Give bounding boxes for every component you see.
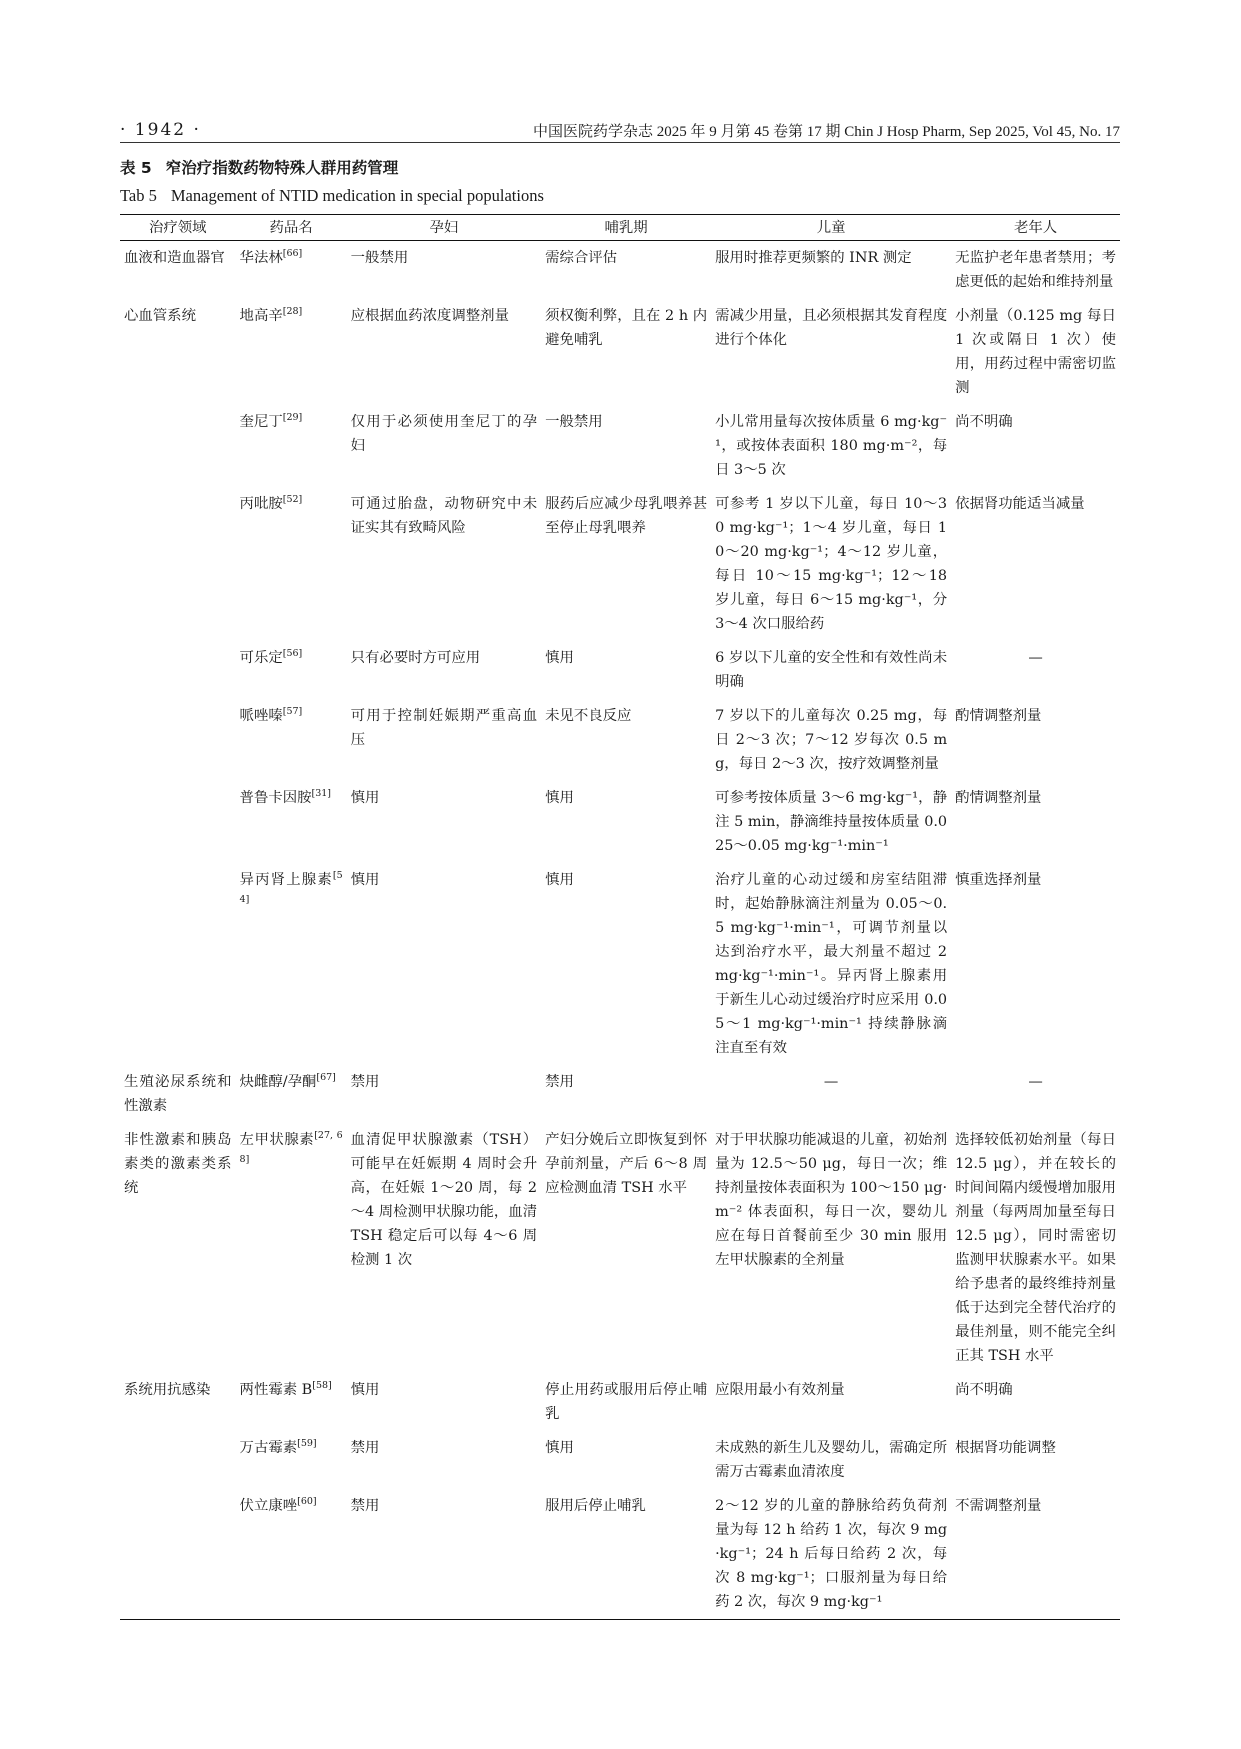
children-cell: 未成熟的新生儿及婴幼儿，需确定所需万古霉素血清浓度 [715, 1440, 948, 1480]
children-cell: 可参考 1 岁以下儿童，每日 10～30 mg·kg⁻¹；1～4 岁儿童，每日 10～20 mg·kg⁻¹；4～12 岁儿童，每日 10～15 mg·kg⁻¹；12～18 岁儿童，每日 6～15 mg·kg⁻¹，分 3～4 次口服给药 [715, 496, 948, 632]
drug-name: 哌唑嗪 [239, 708, 283, 724]
reference-citation: [67] [316, 1072, 336, 1084]
ntid-special-populations-table [120, 214, 1120, 1620]
children-cell: 可参考按体质量 3～6 mg·kg⁻¹，静注 5 min，静滴维持量按体质量 0.025～0.05 mg·kg⁻¹·min⁻¹ [715, 790, 948, 854]
drug-name-cell [236, 699, 347, 781]
table-label-chinese: 表 5 [120, 159, 152, 177]
drug-name-cell [236, 1123, 347, 1373]
pregnant-cell: 血清促甲状腺激素（TSH）可能早在妊娠期 4 周时会升高，在妊娠 1～20 周，每 2～4 周检测甲状腺功能，血清 TSH 稳定后可以每 4～6 周检测 1 次 [350, 1132, 538, 1268]
children-cell: 7 岁以下的儿童每次 0.25 mg，每日 2～3 次；7～12 岁每次 0.5 mg，每日 2～3 次，按疗效调整剂量 [715, 708, 948, 772]
therapeutic-area-cell [120, 641, 236, 699]
children-cell: 对于甲状腺功能减退的儿童，初始剂量为 12.5～50 μg，每日一次；维持剂量按体表面积为 100～150 μg·m⁻² 体表面积，每日一次，婴幼儿应在每日首餐前至少 30 min 服用左甲状腺素的全剂量 [715, 1132, 948, 1268]
running-header [120, 120, 1120, 143]
elderly-cell: 依据肾功能适当减量 [955, 496, 1085, 512]
pregnant-cell: 慎用 [350, 790, 380, 806]
reference-citation: [59] [297, 1438, 317, 1450]
drug-name: 奎尼丁 [239, 414, 283, 430]
drug-name-cell [236, 1431, 347, 1489]
children-cell: — [823, 1074, 839, 1090]
table-row [120, 641, 1120, 699]
table-row [120, 1431, 1120, 1489]
table-label-english: Tab 5 [120, 186, 157, 205]
table-row [120, 241, 1120, 300]
lactation-cell: 需综合评估 [545, 250, 618, 266]
table-row [120, 299, 1120, 405]
reference-citation: [27, 68] [239, 1130, 343, 1166]
drug-name: 炔雌醇/孕酮 [239, 1074, 317, 1090]
table-caption-english [120, 186, 544, 206]
reference-citation: [60] [297, 1496, 317, 1508]
therapeutic-area-cell [120, 781, 236, 863]
therapeutic-area-cell: 系统用抗感染 [124, 1382, 211, 1398]
table-title-chinese: 窄治疗指数药物特殊人群用药管理 [165, 159, 399, 177]
lactation-cell: 未见不良反应 [545, 708, 632, 724]
drug-name-cell [236, 1373, 347, 1431]
reference-citation: [31] [311, 788, 332, 800]
elderly-cell: 不需调整剂量 [951, 1489, 1120, 1620]
lactation-cell: 禁用 [545, 1074, 574, 1090]
therapeutic-area-cell [120, 699, 236, 781]
therapeutic-area-cell: 血液和造血器官 [124, 250, 225, 266]
drug-name: 万古霉素 [239, 1440, 298, 1456]
therapeutic-area-cell [120, 405, 236, 487]
drug-name-cell [236, 781, 347, 863]
elderly-cell: 根据肾功能调整 [955, 1440, 1056, 1456]
table-row [120, 863, 1120, 1065]
pregnant-cell: 一般禁用 [350, 250, 409, 266]
lactation-cell: 停止用药或服用后停止哺乳 [545, 1382, 708, 1422]
reference-citation: [57] [282, 706, 303, 718]
pregnant-cell: 只有必要时方可应用 [350, 650, 481, 666]
table-title-english: Management of NTID medication in special populations [170, 186, 544, 205]
pregnant-cell: 禁用 [347, 1489, 541, 1620]
children-cell: 需减少用量，且必须根据其发育程度进行个体化 [715, 308, 948, 348]
elderly-cell: 选择较低初始剂量（每日 12.5 μg），并在较长的时间间隔内缓慢增加服用剂量（每两周加量至每日 12.5 μg），同时需密切监测甲状腺素水平。如果给予患者的最终维持剂量低于达到完全替代治疗的最佳剂量，则不能完全纠正其 TSH 水平 [955, 1132, 1116, 1364]
pregnant-cell: 慎用 [350, 1382, 380, 1398]
lactation-cell: 慎用 [545, 872, 574, 888]
children-cell: 6 岁以下儿童的安全性和有效性尚未明确 [715, 650, 948, 690]
elderly-cell: 尚不明确 [955, 1382, 1013, 1398]
pregnant-cell: 禁用 [350, 1074, 380, 1090]
drug-name: 丙吡胺 [239, 496, 283, 512]
drug-name-cell [236, 405, 347, 487]
table-caption-chinese [120, 156, 398, 178]
reference-citation: [54] [239, 870, 343, 906]
column-header-drug: 药品名 [236, 215, 347, 241]
drug-name-cell [236, 299, 347, 405]
drug-name: 两性霉素 B [239, 1382, 313, 1398]
therapeutic-area-cell [120, 1431, 236, 1489]
drug-name-cell [236, 1065, 347, 1123]
reference-citation: [28] [282, 306, 303, 318]
lactation-cell: 慎用 [545, 790, 574, 806]
pregnant-cell: 仅用于必须使用奎尼丁的孕妇 [350, 414, 538, 454]
journal-citation-line: 中国医院药学杂志 2025 年 9 月第 45 卷第 17 期 Chin J Hosp Pharm, Sep 2025, Vol 45, No. 17 [533, 124, 1120, 140]
elderly-cell: 小剂量（0.125 mg 每日 1 次或隔日 1 次）使用，用药过程中需密切监测 [955, 308, 1116, 396]
table-row [120, 699, 1120, 781]
table-header-row [120, 215, 1120, 241]
lactation-cell: 产妇分娩后立即恢复到怀孕前剂量，产后 6～8 周应检测血清 TSH 水平 [545, 1132, 708, 1196]
column-header-therapeutic-area: 治疗领域 [120, 215, 236, 241]
drug-name-cell [236, 1489, 347, 1620]
lactation-cell: 一般禁用 [545, 414, 603, 430]
pregnant-cell: 可用于控制妊娠期严重高血压 [350, 708, 538, 748]
children-cell: 服用时推荐更频繁的 INR 测定 [715, 250, 912, 266]
page-number: · 1942 · [120, 120, 201, 140]
drug-name: 可乐定 [239, 650, 283, 666]
reference-citation: [66] [282, 248, 303, 260]
table-row [120, 1373, 1120, 1431]
drug-name: 异丙肾上腺素 [239, 872, 333, 888]
children-cell: 应限用最小有效剂量 [715, 1382, 845, 1398]
children-cell: 2～12 岁的儿童的静脉给药负荷剂量为每 12 h 给药 1 次，每次 9 mg·kg⁻¹；24 h 后每日给药 2 次，每次 8 mg·kg⁻¹；口服剂量为每日给药 2 次，每次 9 mg·kg⁻¹ [711, 1489, 951, 1620]
pregnant-cell: 慎用 [350, 872, 380, 888]
drug-name: 地高辛 [239, 308, 283, 324]
pregnant-cell: 应根据血药浓度调整剂量 [350, 308, 509, 324]
drug-name: 普鲁卡因胺 [239, 790, 312, 806]
drug-name: 华法林 [239, 250, 283, 266]
children-cell: 小儿常用量每次按体质量 6 mg·kg⁻¹，或按体表面积 180 mg·m⁻²，每日 3～5 次 [715, 414, 948, 478]
reference-citation: [56] [282, 648, 303, 660]
lactation-cell: 服药后应减少母乳喂养甚至停止母乳喂养 [545, 496, 708, 536]
drug-name-cell [236, 241, 347, 300]
column-header-lactation: 哺乳期 [541, 215, 711, 241]
drug-name-cell [236, 487, 347, 641]
therapeutic-area-cell: 生殖泌尿系统和性激素 [124, 1074, 232, 1114]
reference-citation: [29] [282, 412, 303, 424]
lactation-cell: 服用后停止哺乳 [541, 1489, 711, 1620]
table-row [120, 1489, 1120, 1620]
pregnant-cell: 可通过胎盘，动物研究中未证实其有致畸风险 [350, 496, 538, 536]
therapeutic-area-cell: 心血管系统 [124, 308, 196, 324]
column-header-pregnant: 孕妇 [347, 215, 541, 241]
therapeutic-area-cell [120, 863, 236, 1065]
elderly-cell: — [1028, 1074, 1043, 1090]
elderly-cell: 无监护老年患者禁用；考虑更低的起始和维持剂量 [955, 250, 1116, 290]
elderly-cell: — [1028, 650, 1043, 666]
table-row [120, 1065, 1120, 1123]
reference-citation: [52] [282, 494, 303, 506]
pregnant-cell: 禁用 [350, 1440, 380, 1456]
drug-name-cell [236, 863, 347, 1065]
table-row [120, 781, 1120, 863]
table-body [120, 241, 1120, 1620]
table-row [120, 405, 1120, 487]
lactation-cell: 须权衡利弊，且在 2 h 内避免哺乳 [545, 308, 708, 348]
elderly-cell: 尚不明确 [955, 414, 1013, 430]
drug-name: 左甲状腺素 [239, 1132, 315, 1148]
table-row [120, 487, 1120, 641]
elderly-cell: 酌情调整剂量 [955, 790, 1042, 806]
elderly-cell: 酌情调整剂量 [955, 708, 1042, 724]
table-row [120, 1123, 1120, 1373]
column-header-elderly: 老年人 [951, 215, 1120, 241]
lactation-cell: 慎用 [545, 650, 574, 666]
therapeutic-area-cell [120, 1489, 236, 1620]
drug-name-cell [236, 641, 347, 699]
drug-name: 伏立康唑 [239, 1498, 298, 1514]
reference-citation: [58] [312, 1380, 332, 1392]
column-header-children: 儿童 [711, 215, 951, 241]
elderly-cell: 慎重选择剂量 [955, 872, 1042, 888]
children-cell: 治疗儿童的心动过缓和房室结阻滞时，起始静脉滴注剂量为 0.05～0.5 mg·kg⁻¹·min⁻¹，可调节剂量以达到治疗水平，最大剂量不超过 2 mg·kg⁻¹·min⁻¹。异丙肾上腺素用于新生儿心动过缓治疗时应采用 0.05～1 mg·kg⁻¹·min⁻¹ 持续静脉滴注直至有效 [715, 872, 948, 1056]
lactation-cell: 慎用 [545, 1440, 574, 1456]
therapeutic-area-cell: 非性激素和胰岛素类的激素类系统 [124, 1132, 232, 1196]
therapeutic-area-cell [120, 487, 236, 641]
